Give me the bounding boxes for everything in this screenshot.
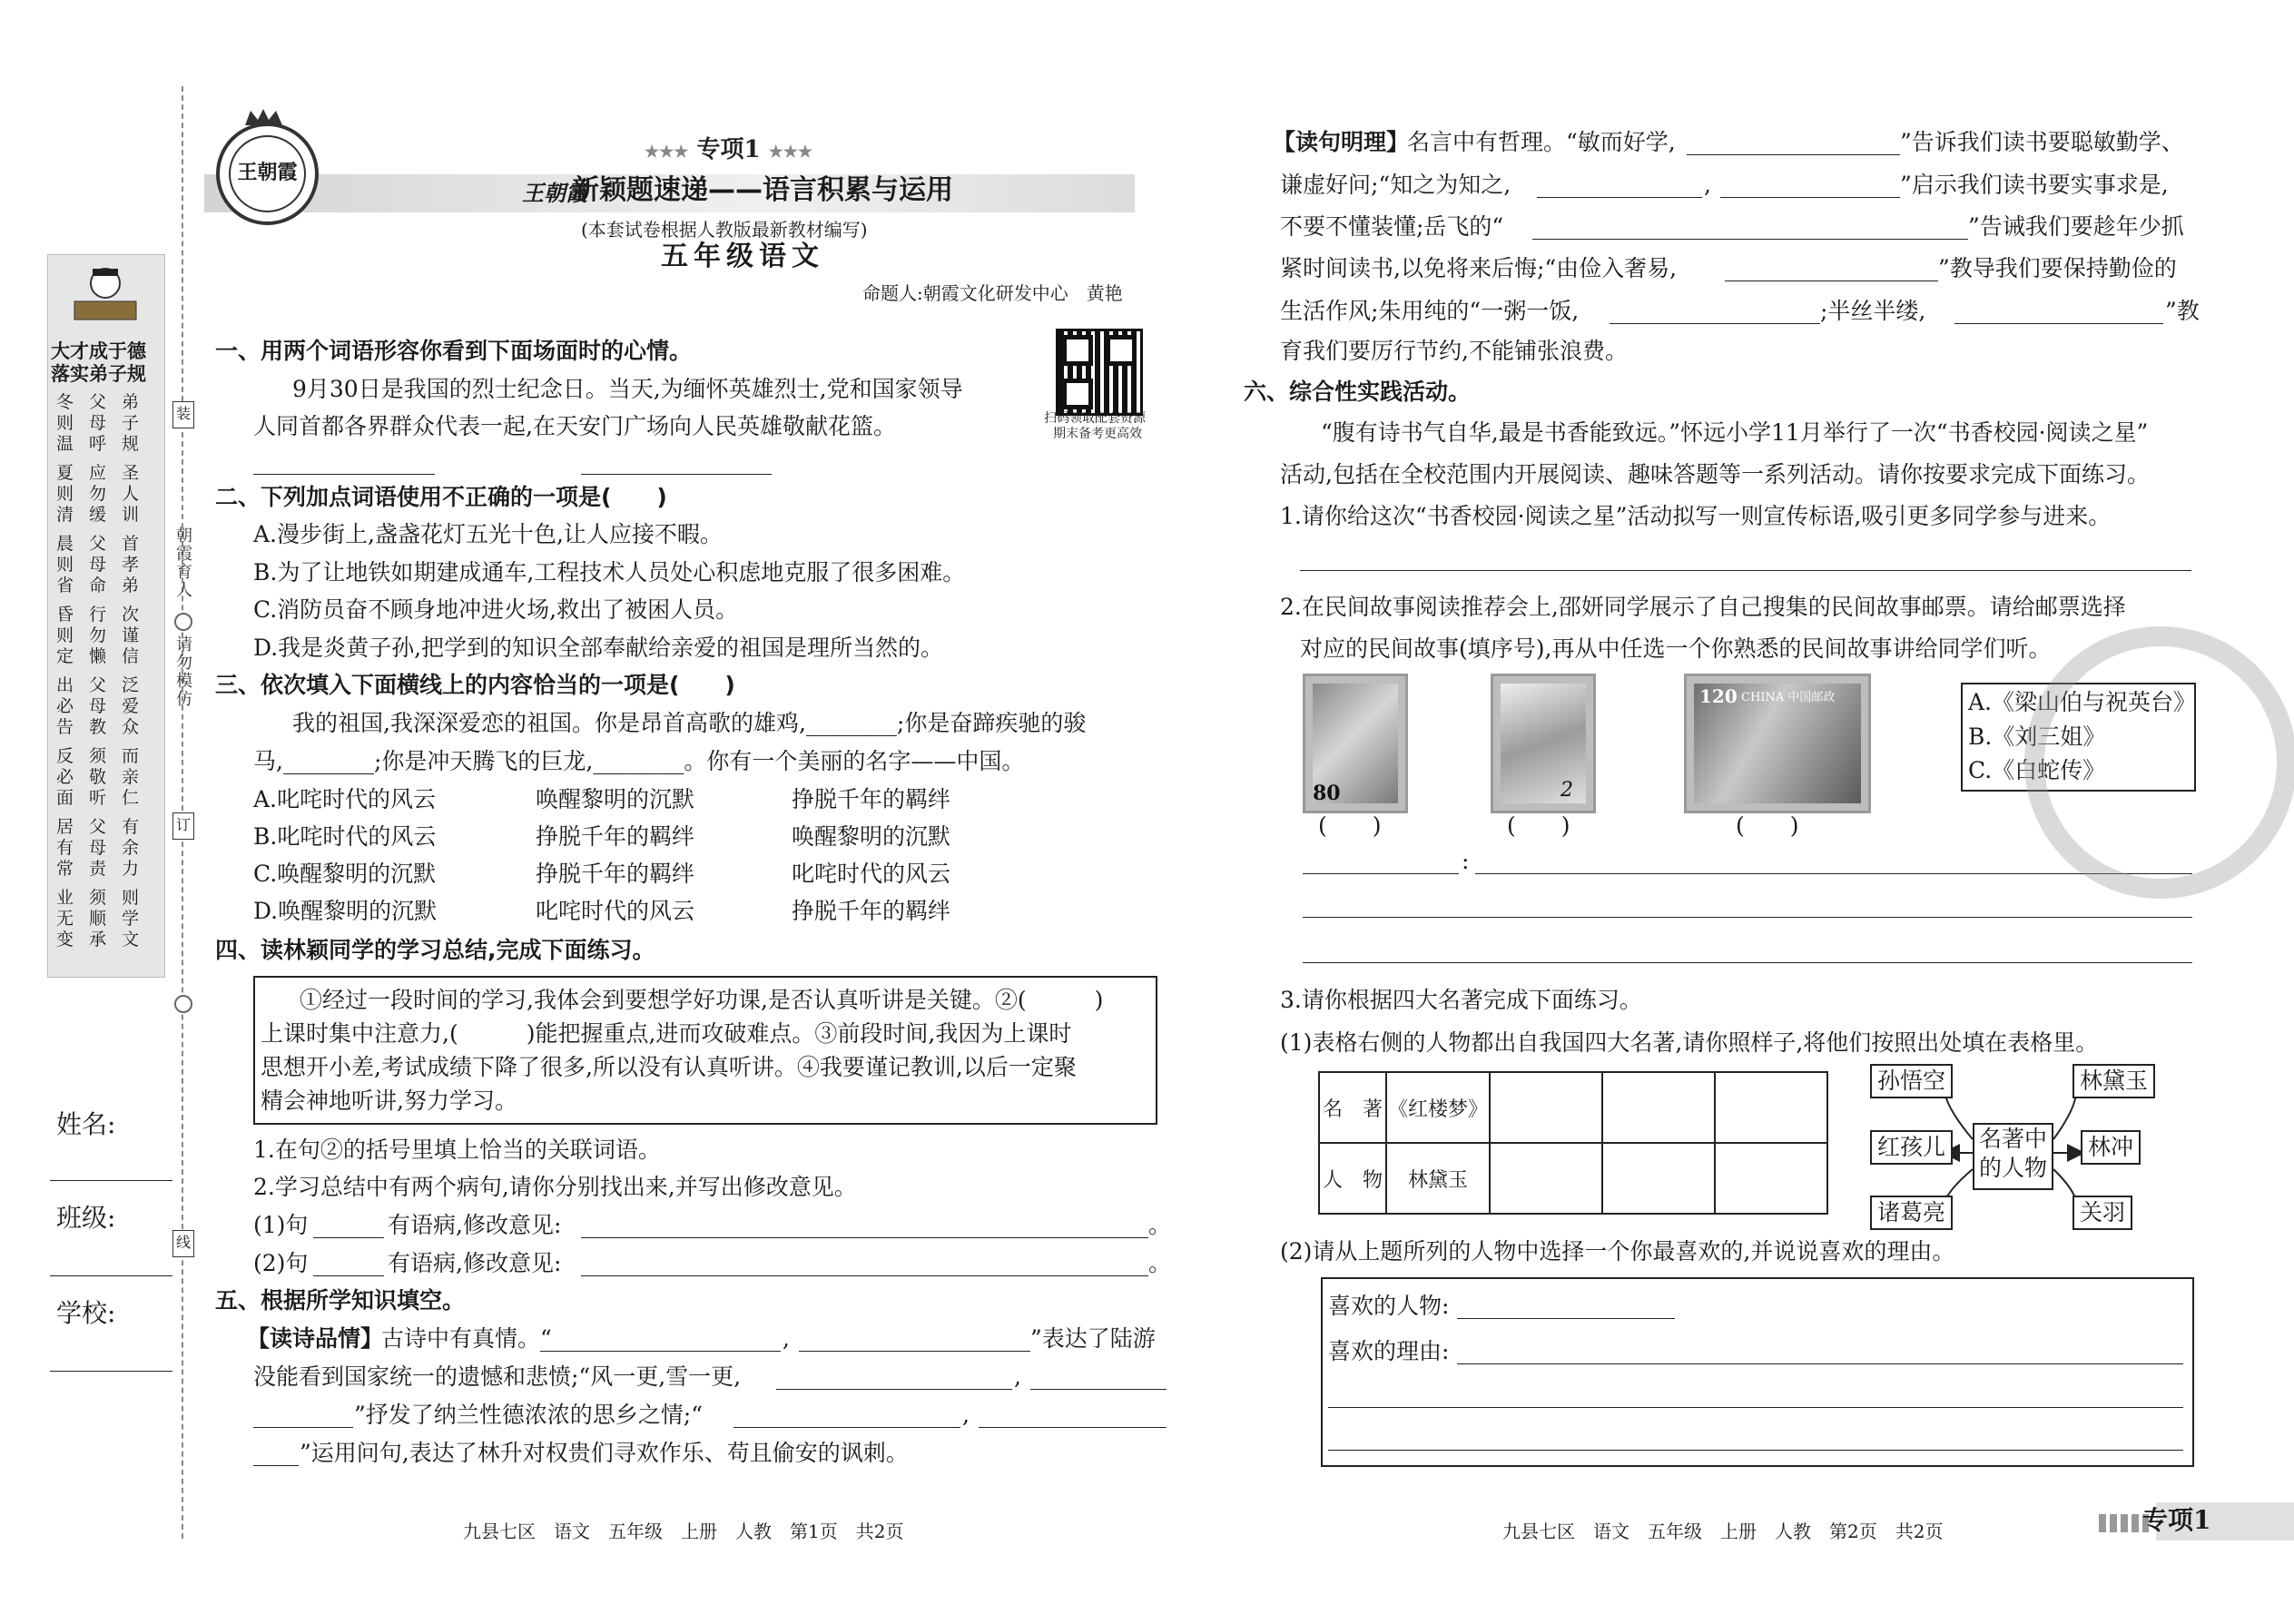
story-title-field[interactable] [1303,873,1459,874]
qr-code[interactable] [1056,329,1143,416]
favorite-reason-field-3[interactable] [1328,1450,2183,1451]
character-box: 林黛玉 [2072,1064,2155,1098]
stamp-answer-3[interactable]: ( ) [1736,812,1799,839]
stamp-value-1: 80 [1313,782,1341,805]
q1-title: 一、用两个词语形容你看到下面场面时的心情。 [215,338,693,364]
brand-signature: 王朝霞 [522,180,587,206]
stamp-image-1 [1303,674,1408,813]
sidebar-mascot [65,263,145,336]
q5-maxim-field-6[interactable] [1610,323,1820,324]
q4-sub-1: 1.在句②的括号里填上恰当的关联词语。 [253,1137,661,1163]
seal-mark-2: 订 [172,812,194,840]
favorite-reason-field-2[interactable] [1328,1407,2183,1408]
sidebar-verses [56,392,156,964]
sidebar-verse: 有余力 [122,817,140,879]
watermark-seal [2024,626,2294,899]
stamp-value-3: 120 [1699,685,1738,707]
classics-row-label-2: 人 物 [1319,1143,1386,1214]
q2-option-b[interactable]: B.为了让地铁如期建成通车,工程技术人员处心积虑地克服了很多困难。 [253,559,966,586]
sidebar-verse: 冬则温 [56,392,74,454]
sidebar-verse: 父母命 [89,534,107,595]
star-icon: ★★★ [768,143,813,162]
q4-fix-1-field[interactable] [581,1237,1148,1238]
q4-title: 四、读林颖同学的学习总结,完成下面练习。 [215,937,655,963]
stamp-value-2: 2 [1561,779,1573,802]
q5-poetry-field-8[interactable] [253,1465,299,1466]
classics-person-example: 林黛玉 [1386,1143,1490,1214]
fold-note-2: 请勿模仿 [173,635,192,708]
q5-poetry-field-4[interactable] [1030,1389,1167,1390]
q1-text-1: 9月30日是我国的烈士纪念日。当天,为缅怀英雄烈士,党和国家领导 [292,376,963,402]
sidebar-verse: 父母教 [89,675,107,737]
classics-person-cell[interactable] [1715,1143,1827,1214]
q5-maxim-3a: 不要不懂装懂;岳飞的“ [1280,213,1504,240]
stamp-image-3 [1684,674,1871,813]
seal-dot-2 [174,995,192,1013]
name-field[interactable] [50,1180,172,1181]
character-box: 孙悟空 [1870,1064,1953,1098]
q5-maxim-field-3[interactable] [1720,197,1900,198]
seal-mark-3: 线 [172,1230,194,1257]
q5-maxim-5a: 生活作风;朱用纯的“一粥一饭, [1280,298,1580,324]
sidebar-verse: 父母呼 [89,392,107,454]
q2-option-d[interactable]: D.我是炎黄子孙,把学到的知识全部奉献给亲爱的祖国是理所当然的。 [253,635,944,661]
q5-maxim-6a: 育我们要厉行节约,不能铺张浪费。 [1280,338,1628,364]
sidebar-verse: 须顺承 [89,888,107,950]
q4-sentence-2-field[interactable] [313,1275,384,1276]
sidebar-verse: 应勿缓 [89,463,107,525]
q3-option-cell[interactable]: B.叱咤时代的风云 [253,823,437,850]
sidebar-banner-1: 大才成于德 [51,340,146,362]
sidebar-verse: 行勿懒 [89,605,107,666]
school-label: 学校: [56,1298,116,1328]
sidebar-verse: 则学文 [122,888,140,950]
sidebar-verse: 反必面 [56,746,74,808]
story-option-b: B.《刘三姐》 [1968,723,2106,750]
classics-book-cell[interactable] [1715,1072,1827,1143]
q4-box-line-4: 精会神地听讲,努力学习。 [261,1088,517,1114]
footer-right: 九县七区 语文 五年级 上册 人教 第2页 共2页 [1502,1521,1944,1542]
q5-maxim-field-7[interactable] [1954,323,2163,324]
footer-left: 九县七区 语文 五年级 上册 人教 第1页 共2页 [463,1521,904,1542]
q6-sub-3-1: (1)表格右侧的人物都出自我国四大名著,请你照样子,将他们按照出处填在表格里。 [1280,1029,2099,1056]
q6-intro-2: 活动,包括在全校范围内开展阅读、趣味答题等一系列活动。请你按要求完成下面练习。 [1280,461,2150,487]
q5-poetry-1b: ”表达了陆游 [1030,1325,1156,1352]
author-line: 命题人:朝霞文化研发中心 黄艳 [862,282,1123,304]
classics-book-example: 《红楼梦》 [1386,1072,1490,1143]
q3-option-cell[interactable]: D.唤醒黎明的沉默 [253,898,438,924]
q5-title: 五、根据所学知识填空。 [215,1287,466,1314]
q4-box-line-3: 思想开小差,考试成绩下降了很多,所以没有认真听讲。④我要谨记教训,以后一定聚 [261,1054,1077,1080]
class-label: 班级: [56,1203,116,1233]
story-colon: : [1462,848,1470,874]
q5-maxim-1b: ”告诉我们读书要聪敏勤学、 [1900,129,2184,155]
sidebar-verse: 业无变 [56,888,74,950]
brand-logo-text: 王朝霞 [237,161,298,184]
q5-poetry-field-5[interactable] [253,1427,353,1428]
q5-poetry-field-6[interactable] [733,1427,960,1428]
sidebar-verse: 居有常 [56,817,74,879]
sidebar-verse: 晨则省 [56,534,74,595]
q6-sub-2b: 对应的民间故事(填序号),再从中任选一个你熟悉的民间故事讲给同学们听。 [1300,635,2052,662]
story-option-c: C.《白蛇传》 [1968,757,2106,783]
q4-box-line-2: 上课时集中注意力,( )能把握重点,进而攻破难点。③前段时间,我因为上课时 [261,1020,1072,1047]
seal-mark-1: 装 [172,401,194,428]
stamp-country-3: CHINA 中国邮政 [1741,691,1836,704]
q1-text-2: 人同首都各界群众代表一起,在天安门广场向人民英雄敬献花篮。 [253,413,896,439]
q3-option-cell[interactable]: A.叱咤时代的风云 [253,786,437,812]
favorite-person-field[interactable] [1457,1318,1675,1319]
favorite-box [1321,1277,2194,1467]
q3-option-cell: 叱咤时代的风云 [792,861,951,887]
q5-tag-maxim: 【读句明理】 [1273,129,1410,155]
footer-squares-icon [2099,1514,2149,1532]
sidebar-verse: 父母责 [89,817,107,879]
q4-sub-4b: 有语病,修改意见: [388,1250,562,1276]
sidebar-verse: 次谨信 [122,605,140,666]
classics-person-cell[interactable] [1602,1143,1715,1214]
q5-maxim-5b: ;半丝半缕, [1820,298,1926,324]
grade-subject: 五年级语文 [661,241,824,272]
series-label [645,134,812,168]
q4-sentence-1-field[interactable] [313,1237,384,1238]
star-icon: ★★★ [645,143,689,162]
q4-box-line-1: ①经过一段时间的学习,我体会到要想学好功课,是否认真听讲是关键。②( ) [300,987,1104,1013]
seal-dot [174,613,192,631]
sidebar-verse: 须敬听 [89,746,107,808]
q5-maxim-field-2[interactable] [1537,197,1702,198]
sidebar-verse: 泛爱众 [122,675,140,737]
q3-option-cell: 挣脱千年的羁绊 [792,786,951,812]
q5-maxim-2a: 谦虚好问;“知之为知之, [1280,172,1511,198]
q3-option-cell: 挣脱千年的羁绊 [536,861,695,887]
q6-sub-1: 1.请你给这次“书香校园·阅读之星”活动拟写一则宣传标语,吸引更多同学参与进来。 [1280,503,2112,529]
sidebar-verse: 出必告 [56,675,74,737]
q3-option-cell: 挣脱千年的羁绊 [792,898,951,924]
qr-caption-2: 期末备考更高效 [1053,427,1142,441]
page-title: 新颖题速递——语言积累与运用 [572,174,953,206]
q4-fix-2-field[interactable] [581,1275,1148,1276]
q5-maxim-2b: ”启示我们读书要实事求是, [1900,172,2169,198]
q1-answer-2[interactable] [581,474,772,475]
q5-maxim-4a: 紧时间读书,以免将来后悔;“由俭入奢易, [1280,255,1678,281]
q5-comma-3: , [962,1402,970,1428]
q2-option-a[interactable]: A.漫步街上,盏盏花灯五光十色,让人应接不暇。 [253,521,723,547]
q3-option-cell: 叱咤时代的风云 [536,898,695,924]
q5-maxim-1a: 名言中有哲理。“敏而好学, [1407,129,1676,155]
classics-book-cell[interactable] [1490,1072,1602,1143]
q4-sub-3b: 有语病,修改意见: [388,1212,562,1238]
story-option-a: A.《梁山伯与祝英台》 [1968,689,2197,715]
fold-note-1: 朝霞育人 [173,527,192,599]
q5-maxim-4b: ”教导我们要保持勤俭的 [1938,255,2177,281]
q6-sub-2a: 2.在民间故事阅读推荐会上,邵妍同学展示了自己搜集的民间故事邮票。请给邮票选择 [1280,594,2126,620]
character-box: 林冲 [2081,1130,2141,1165]
q5-comma-2: , [1014,1363,1021,1390]
q6-sub-3-2: (2)请从上题所列的人物中选择一个你最喜欢的,并说说喜欢的理由。 [1280,1238,1955,1265]
q6-slogan-field[interactable] [1300,570,2191,571]
q3-text-1: 我的祖国,我深深爱恋的祖国。你是昂首高歌的雄鸡,________;你是奋蹄疾驰的骏 [292,710,1087,736]
stamp-answer-2[interactable]: ( ) [1507,812,1570,839]
footer-series: 专项1 [2142,1505,2211,1535]
class-field[interactable] [50,1275,172,1276]
q5-poetry-field-1[interactable] [540,1351,781,1352]
qr-caption-1: 扫码领取配套资源 [1044,411,1146,426]
character-box: 红孩儿 [1870,1130,1953,1165]
q2-option-c[interactable]: C.消防员奋不顾身地冲进火场,救出了被困人员。 [253,596,739,623]
school-field[interactable] [50,1371,172,1372]
brand-logo [216,123,319,225]
series-title: 专项1 [696,136,761,163]
classics-book-cell[interactable] [1602,1072,1715,1143]
sidebar-verse: 昏则定 [56,605,74,666]
q4-sub-2: 2.学习总结中有两个病句,请你分别找出来,并写出修改意见。 [253,1174,857,1200]
page-subtitle: (本套试卷根据人教版最新教材编写) [581,219,868,241]
q5-poetry-field-2[interactable] [799,1351,1030,1352]
q3-option-cell: 唤醒黎明的沉默 [536,786,695,812]
q6-title: 六、综合性实践活动。 [1244,379,1472,405]
q4-period-2: 。 [1148,1250,1172,1276]
q4-sub-3a: (1)句 [253,1212,309,1238]
q6-sub-3: 3.请你根据四大名著完成下面练习。 [1280,987,1642,1013]
q3-option-cell: 唤醒黎明的沉默 [792,823,951,850]
q2-title: 二、下列加点词语使用不正确的一项是( ) [215,484,667,510]
q6-intro-1: “腹有诗书气自华,最是书香能致远。”怀远小学11月举行了一次“书香校园·阅读之星” [1321,419,2149,446]
sidebar-verse: 首孝弟 [122,534,140,595]
logo-crown [243,107,284,127]
q4-sub-4a: (2)句 [253,1250,309,1276]
q5-poetry-4a: ”运用问句,表达了林升对权贵们寻欢作乐、苟且偷安的讽刺。 [300,1440,909,1466]
classics-table [1318,1071,1828,1215]
q1-answer-1[interactable] [253,474,435,475]
q5-poetry-field-3[interactable] [776,1389,1012,1390]
name-label: 姓名: [56,1109,116,1139]
q5-maxim-3b: ”告诫我们要趁年少抓 [1968,213,2184,240]
classics-row-label-1: 名 著 [1319,1072,1386,1143]
favorite-reason-label: 喜欢的理由: [1328,1338,1450,1364]
sidebar-verse: 弟子规 [122,392,140,454]
q3-title: 三、依次填入下面横线上的内容恰当的一项是( ) [215,672,735,698]
q5-maxim-field-4[interactable] [1532,239,1968,240]
story-text-field-2[interactable] [1303,917,2192,918]
q5-maxim-field-1[interactable] [1687,154,1900,155]
sidebar-verse: 而亲仁 [122,746,140,808]
q5-poetry-2a: 没能看到国家统一的遗憾和悲愤;“风一更,雪一更, [253,1363,742,1390]
sidebar-verse: 圣人训 [122,463,140,525]
q3-option-cell: 挣脱千年的羁绊 [536,823,695,850]
character-map-center: 名著中 的人物 [1973,1123,2053,1190]
sidebar-verse: 夏则清 [56,463,74,525]
q5-comma-1: , [783,1325,790,1352]
q4-period-1: 。 [1148,1212,1172,1238]
sidebar-banner-2: 落实弟子规 [51,362,146,385]
favorite-reason-field-1[interactable] [1457,1363,2183,1364]
character-box: 诸葛亮 [1870,1196,1953,1230]
q3-option-cell[interactable]: C.唤醒黎明的沉默 [253,861,437,887]
stamp-image-2 [1491,674,1596,813]
character-box: 关羽 [2072,1196,2132,1230]
q5-poetry-1a: 古诗中有真情。“ [381,1325,552,1352]
favorite-person-label: 喜欢的人物: [1328,1293,1450,1319]
classics-person-cell[interactable] [1490,1143,1602,1214]
q5-maxim-5c: ”教 [2165,298,2200,324]
stamp-answer-1[interactable]: ( ) [1318,812,1382,839]
story-text-field-3[interactable] [1303,962,2192,963]
q3-text-2: 马,________;你是冲天腾飞的巨龙,________。你有一个美丽的名字——中国。 [253,748,1025,774]
q5-poetry-3a: ”抒发了纳兰性德浓浓的思乡之情;“ [354,1402,703,1428]
q5-tag-poetry: 【读诗品情】 [247,1325,384,1352]
q5-poetry-field-7[interactable] [979,1427,1167,1428]
q5-comma-4: , [1704,172,1711,198]
